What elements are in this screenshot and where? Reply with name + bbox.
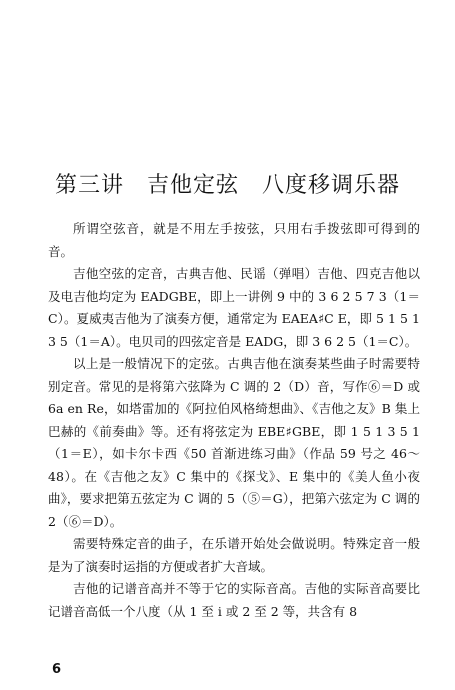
- chapter-title: 第三讲 吉他定弦 八度移调乐器: [54, 173, 400, 198]
- page-number: 6: [52, 662, 62, 677]
- paragraph-3: 以上是一般情况下的定弦。古典吉他在演奏某些曲子时需要特别定音。常见的是将第六弦降为 C 调的 2（D）音，写作⑥＝D 或 6a en Re，如塔雷加的《阿拉伯风格绮想曲》、《吉他之友》B 集上巴赫的《前奏曲》等。还有将弦定为 EBE♯GBE，即 1 5 1 3 5 1（1＝E），如卡尔卡西《50 首渐进练习曲》（作品 59 号之 46～48）。在《吉他之友》C 集中的《探戈》、E 集中的《美人鱼小夜曲》，要求把第五弦定为 C 调的 5（⑤＝G），把第六弦定为 C 调的 2（⑥＝D）。: [48, 356, 420, 529]
- paragraph-4: 需要特殊定音的曲子，在乐谱开始处会做说明。特殊定音一般是为了演奏时运指的方便或者扩大音域。: [48, 536, 420, 574]
- paragraph-5: 吉他的记谱音高并不等于它的实际音高。吉他的实际音高要比记谱音高低一个八度（从 1 至 i 或 2 至 2 等，共含有 8: [48, 581, 420, 619]
- body-text: [48, 218, 420, 623]
- paragraph-2: 吉他空弦的定音，古典吉他、民谣（弹唱）吉他、四克吉他以及电吉他均定为 EADGBE，即上一讲例 9 中的 3 6 2 5 7 3（1＝C）。夏威夷吉他为了演奏方便，通常定为 EAEA♯C E，即 5 1 5 1 3 5（1＝A）。电贝司的四弦定音是 EADG，即 3 6 2 5（1＝C）。: [48, 266, 420, 349]
- paragraph-1: 所谓空弦音，就是不用左手按弦，只用右手拨弦即可得到的音。: [48, 221, 420, 259]
